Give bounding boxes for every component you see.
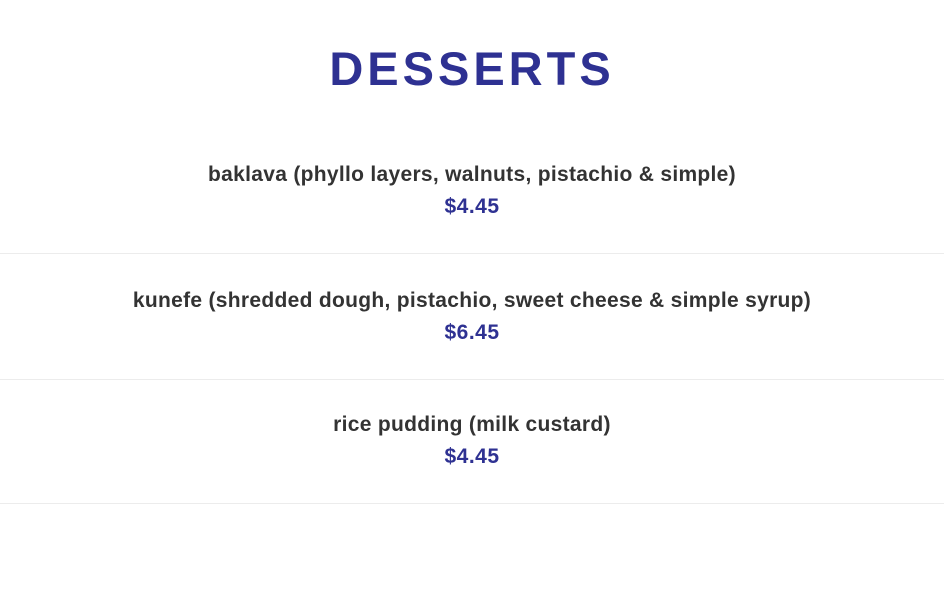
item-name: kunefe (shredded dough, pistachio, sweet cheese & simple syrup): [132, 289, 812, 312]
menu-item-baklava: [0, 128, 944, 254]
item-name: baklava (phyllo layers, walnuts, pistachio & simple): [208, 163, 736, 186]
item-name: rice pudding (milk custard): [333, 413, 611, 436]
menu-item-rice-pudding: [0, 380, 944, 504]
menu-list: [0, 128, 944, 504]
item-price: $4.45: [444, 195, 500, 218]
item-price: $6.45: [444, 321, 500, 344]
menu-item-kunefe: [0, 254, 944, 380]
item-price: $4.45: [444, 445, 500, 468]
section-title: DESSERTS: [329, 42, 615, 95]
